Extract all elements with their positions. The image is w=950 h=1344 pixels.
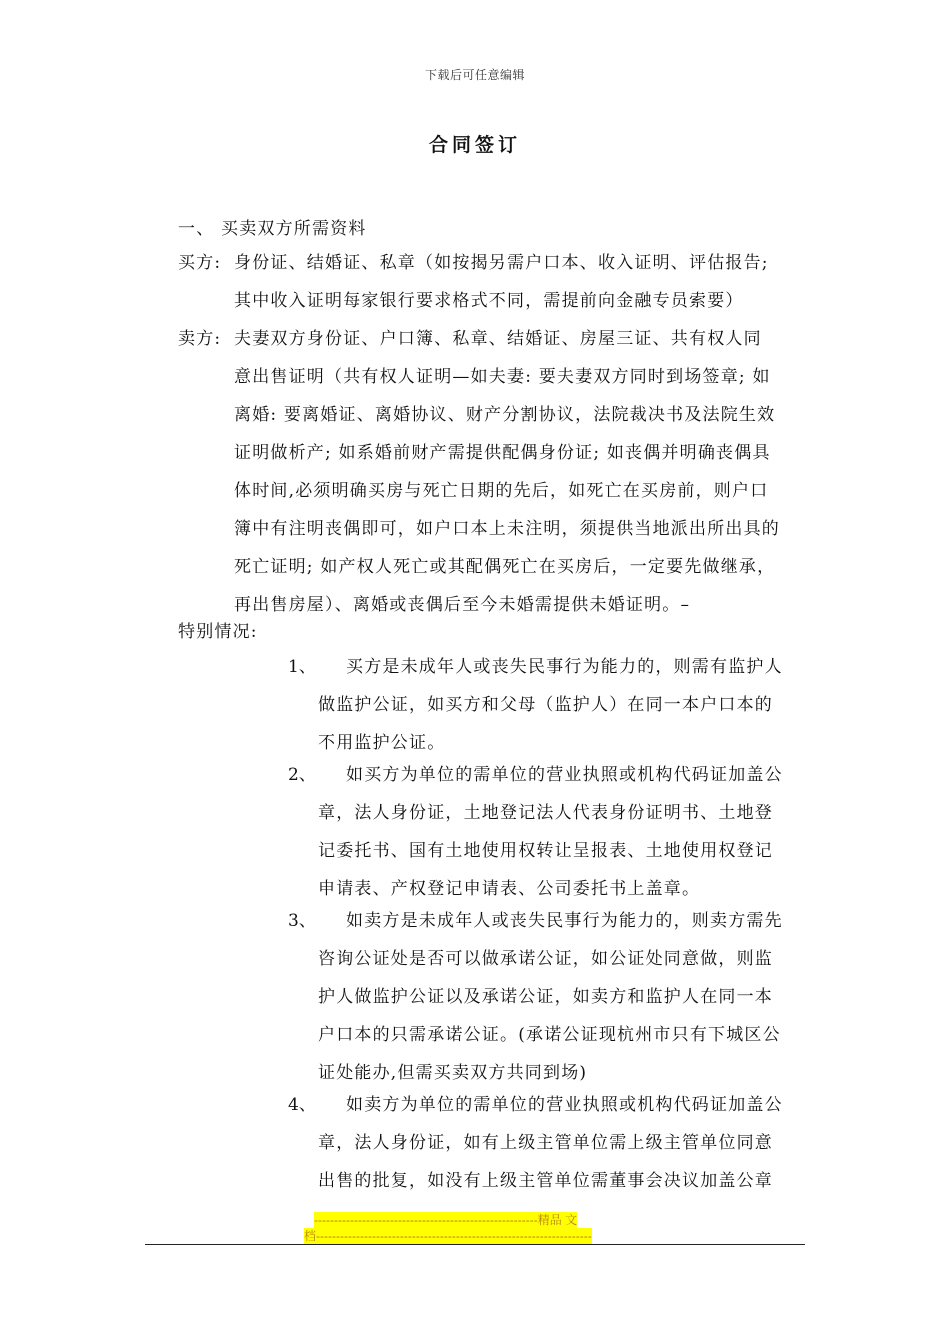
buyer-line: 身份证、结婚证、私章（如按揭另需户口本、收入证明、评估报告;	[234, 253, 769, 273]
item-line: 做监护公证，如买方和父母（监护人）在同一本户口本的	[318, 695, 773, 715]
seller-line: 死亡证明; 如产权人死亡或其配偶死亡在买房后，一定要先做继承，	[234, 557, 776, 577]
special-heading: 特别情况:	[178, 622, 258, 642]
item-number: 2、	[288, 765, 316, 785]
special-item-1	[318, 648, 783, 762]
seller-line: 意出售证明（共有权人证明—如夫妻: 要夫妻双方同时到场签章; 如	[234, 367, 771, 387]
item-line: 如买方为单位的需单位的营业执照或机构代码证加盖公	[346, 765, 783, 785]
seller-line: 夫妻双方身份证、户口簿、私章、结婚证、房屋三证、共有权人同	[234, 329, 762, 349]
special-item-2	[318, 756, 783, 908]
seller-label: 卖方:	[178, 329, 222, 349]
item-line: 户口本的只需承诺公证。(承诺公证现杭州市只有下城区公	[318, 1025, 781, 1045]
document-title: 合同签订	[428, 134, 521, 156]
buyer-text	[234, 244, 769, 320]
special-item-4	[318, 1086, 783, 1200]
item-line: 章，法人身份证，如有上级主管单位需上级主管单位同意	[318, 1133, 773, 1153]
item-line: 买方是未成年人或丧失民事行为能力的，则需有监护人	[346, 657, 783, 677]
item-line: 证处能办,但需买卖双方共同到场)	[318, 1063, 588, 1083]
item-number: 4、	[288, 1095, 316, 1115]
footer-divider	[145, 1244, 805, 1245]
item-line: 咨询公证处是否可以做承诺公证，如公证处同意做，则监	[318, 949, 773, 969]
item-line: 如卖方是未成年人或丧失民事行为能力的，则卖方需先	[346, 911, 783, 931]
seller-line: 簿中有注明丧偶即可，如户口本上未注明，须提供当地派出所出具的	[234, 519, 780, 539]
footer-watermark-line: --------------------------------------------------------精品 文	[314, 1213, 578, 1227]
seller-text	[234, 320, 780, 624]
seller-line: 体时间,必须明确买房与死亡日期的先后，如死亡在买房前，则户口	[234, 481, 769, 501]
item-line: 不用监护公证。	[318, 733, 446, 753]
section-heading: 一、 买卖双方所需资料	[178, 219, 367, 239]
seller-line: 再出售房屋）、离婚或丧偶后至今未婚需提供未婚证明。–	[234, 595, 691, 615]
header-note: 下载后可任意编辑	[424, 68, 525, 82]
buyer-label: 买方:	[178, 253, 222, 273]
item-line: 出售的批复，如没有上级主管单位需董事会决议加盖公章	[318, 1171, 773, 1191]
item-line: 护人做监护公证以及承诺公证，如卖方和监护人在同一本	[318, 987, 773, 1007]
item-number: 3、	[288, 911, 316, 931]
item-line: 如卖方为单位的需单位的营业执照或机构代码证加盖公	[346, 1095, 783, 1115]
item-number: 1、	[288, 657, 316, 677]
special-item-3	[318, 902, 783, 1092]
seller-line: 离婚: 要离婚证、离婚协议、财产分割协议，法院裁决书及法院生效	[234, 405, 776, 425]
item-line: 记委托书、国有土地使用权转让呈报表、土地使用权登记	[318, 841, 773, 861]
item-line: 章，法人身份证，土地登记法人代表身份证明书、土地登	[318, 803, 773, 823]
seller-line: 证明做析产; 如系婚前财产需提供配偶身份证; 如丧偶并明确丧偶具	[234, 443, 771, 463]
buyer-line: 其中收入证明每家银行要求格式不同，需提前向金融专员索要）	[234, 291, 744, 311]
item-line: 申请表、产权登记申请表、公司委托书上盖章。	[318, 879, 701, 899]
footer-watermark-line: 档---------------------------------------------------------------------	[304, 1229, 592, 1243]
